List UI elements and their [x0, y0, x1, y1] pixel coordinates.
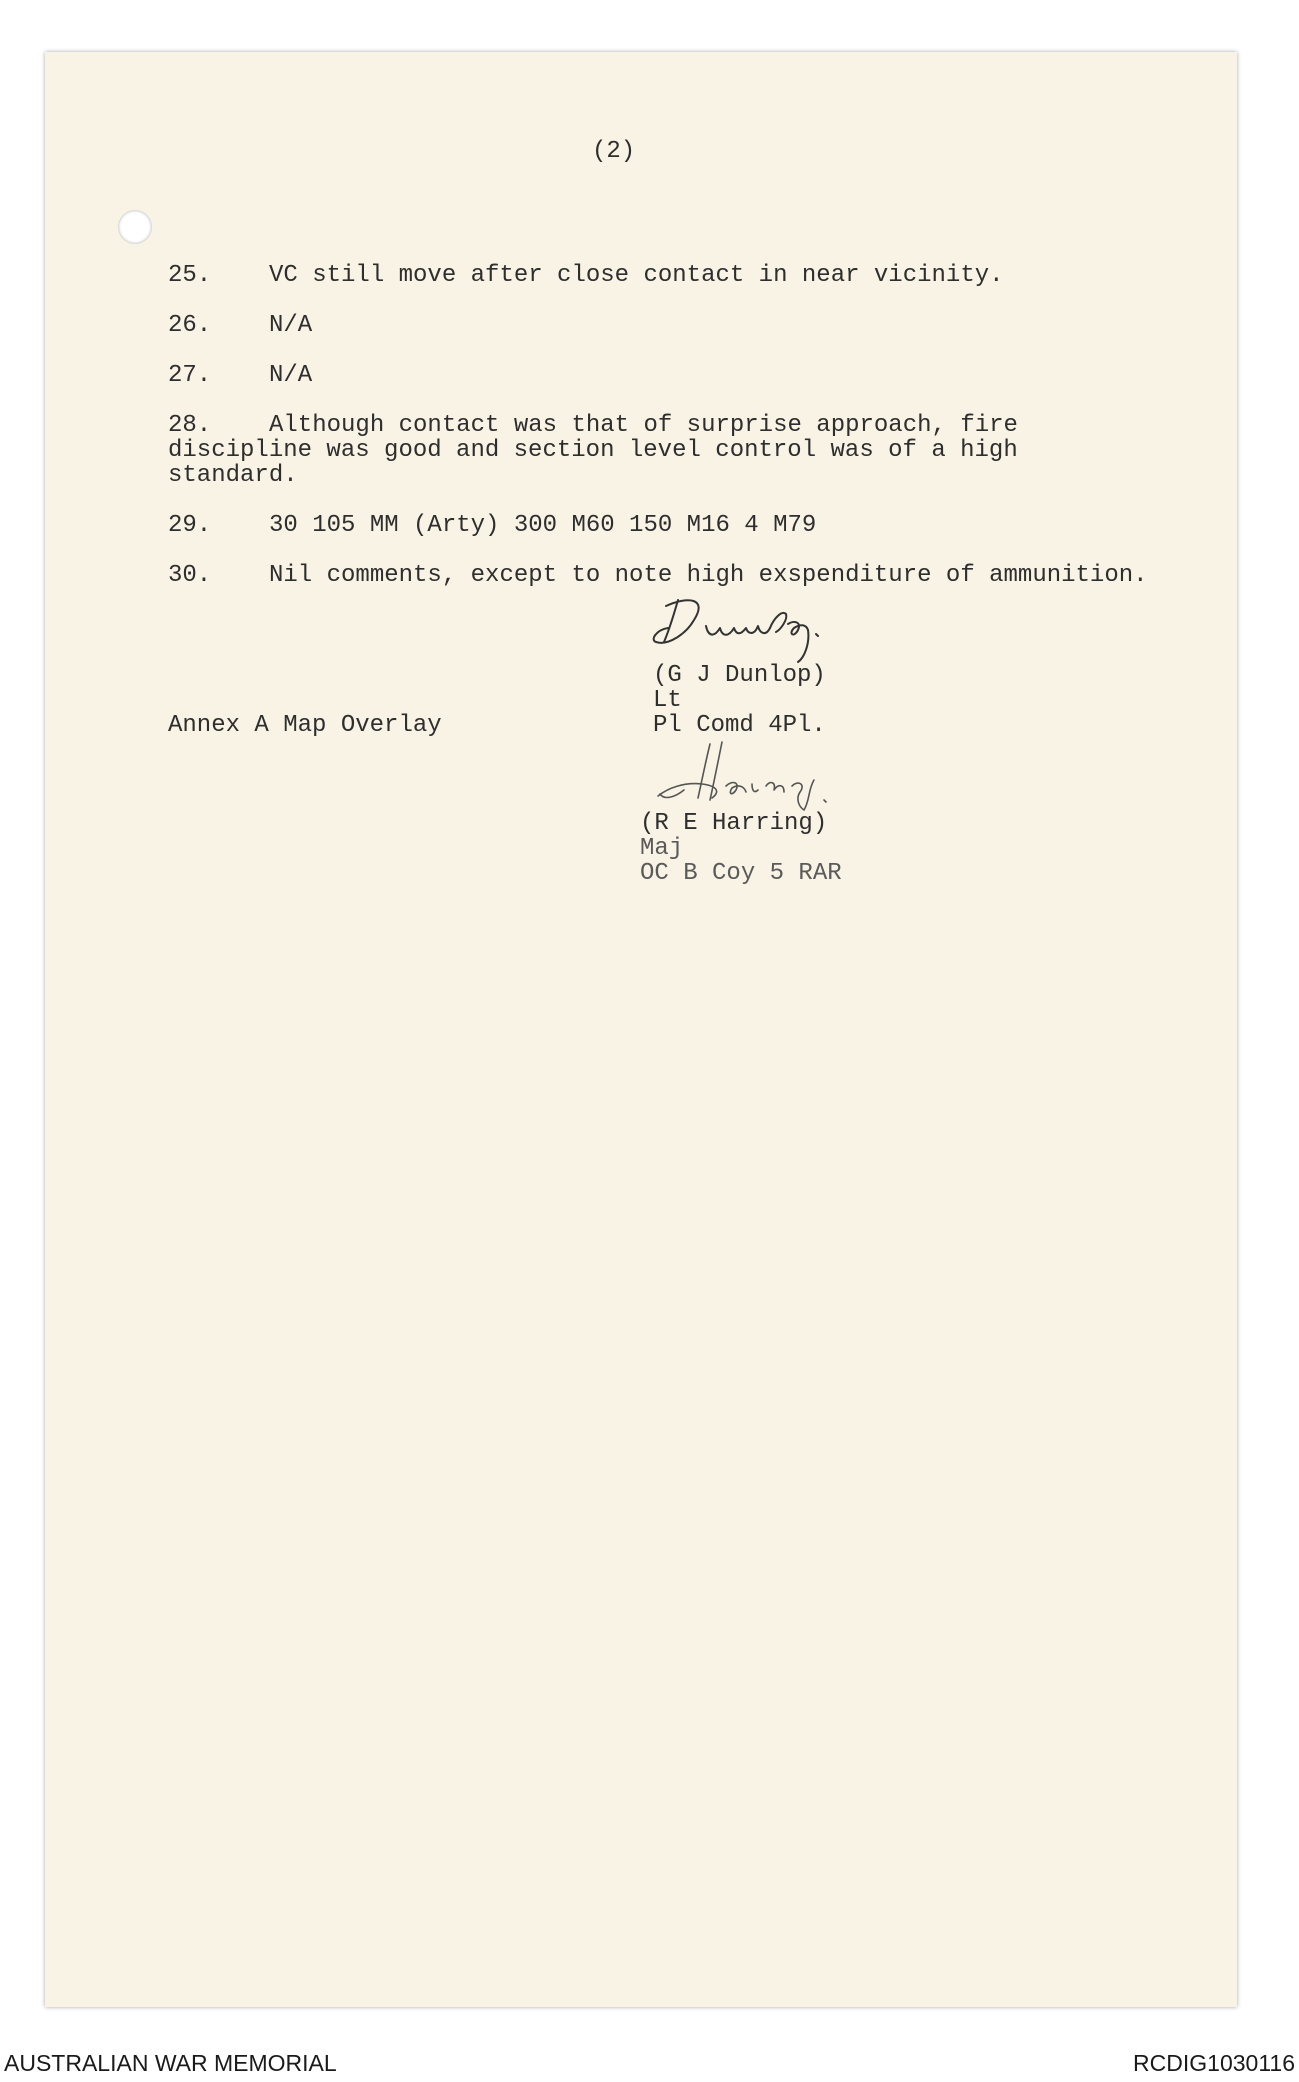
paragraph-text: Although contact was that of surprise approach, fire	[269, 412, 1018, 439]
signatory-name: (R E Harring)	[640, 810, 828, 837]
paragraph-continuation: standard.	[168, 462, 298, 489]
paragraph-text: VC still move after close contact in near vicinity.	[269, 262, 1004, 289]
paragraph-text: 30 105 MM (Arty) 300 M60 150 M16 4 M79	[269, 512, 817, 539]
signatory-rank: Maj	[640, 835, 684, 862]
paragraph-number: 30.	[168, 562, 212, 589]
harring-signature	[648, 740, 848, 815]
paragraph-number: 25.	[168, 262, 212, 289]
signatory-rank: Lt	[653, 687, 682, 714]
signatory-name: (G J Dunlop)	[653, 662, 826, 689]
paragraph-text: Nil comments, except to note high exspenditure of ammunition.	[269, 562, 1148, 589]
annex-reference: Annex A Map Overlay	[168, 712, 442, 739]
paragraph-number: 29.	[168, 512, 212, 539]
dunlop-signature	[648, 590, 878, 670]
paragraph-continuation: discipline was good and section level control was of a high	[168, 437, 1018, 464]
paragraph-number: 26.	[168, 312, 212, 339]
paragraph-number: 28.	[168, 412, 212, 439]
paragraph-text: N/A	[269, 362, 313, 389]
paragraph-number: 27.	[168, 362, 212, 389]
paragraph-text: N/A	[269, 312, 313, 339]
punch-hole	[118, 210, 152, 244]
signatory-appointment: Pl Comd 4Pl.	[653, 712, 826, 739]
signatory-appointment: OC B Coy 5 RAR	[640, 860, 842, 887]
footer-archive-name: AUSTRALIAN WAR MEMORIAL	[4, 2050, 337, 2076]
footer-document-id: RCDIG1030116	[1133, 2050, 1295, 2076]
document-page	[45, 52, 1237, 2007]
page-number: (2)	[592, 138, 636, 165]
